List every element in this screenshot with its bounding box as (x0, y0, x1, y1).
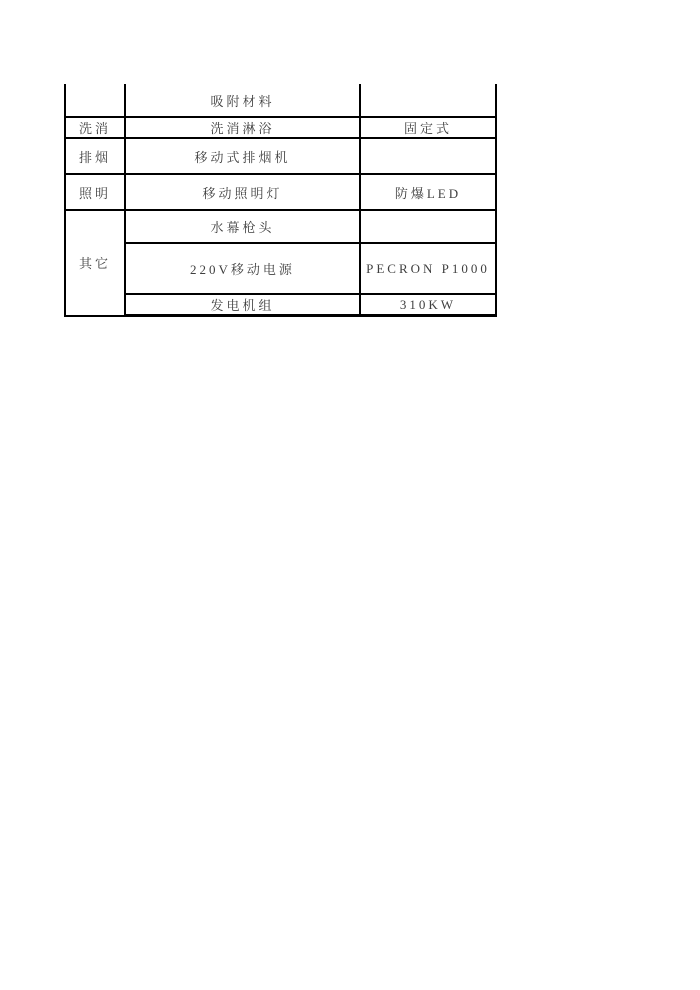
spec-cell: 防爆LED (360, 174, 496, 210)
category-cell: 排烟 (65, 138, 125, 174)
table-row (65, 138, 496, 174)
equipment-cell: 洗消淋浴 (125, 117, 360, 138)
table-row (65, 210, 496, 243)
equipment-cell: 移动照明灯 (125, 174, 360, 210)
category-cell: 照明 (65, 174, 125, 210)
category-cell: 洗消 (65, 117, 125, 138)
category-cell (65, 84, 125, 117)
equipment-table (64, 84, 497, 317)
table-row (65, 84, 496, 117)
spec-cell (360, 138, 496, 174)
table-row (65, 243, 496, 294)
equipment-cell: 吸附材料 (125, 84, 360, 117)
equipment-cell: 220V移动电源 (125, 243, 360, 294)
spec-cell: 310KW (360, 294, 496, 316)
table-row (65, 294, 496, 316)
table-row (65, 174, 496, 210)
spec-cell: 固定式 (360, 117, 496, 138)
equipment-cell: 发电机组 (125, 294, 360, 316)
spec-cell: PECRON P1000 (360, 243, 496, 294)
equipment-cell: 水幕枪头 (125, 210, 360, 243)
table-row (65, 117, 496, 138)
spec-cell (360, 84, 496, 117)
equipment-cell: 移动式排烟机 (125, 138, 360, 174)
category-cell-merged: 其它 (65, 210, 125, 316)
spec-cell (360, 210, 496, 243)
